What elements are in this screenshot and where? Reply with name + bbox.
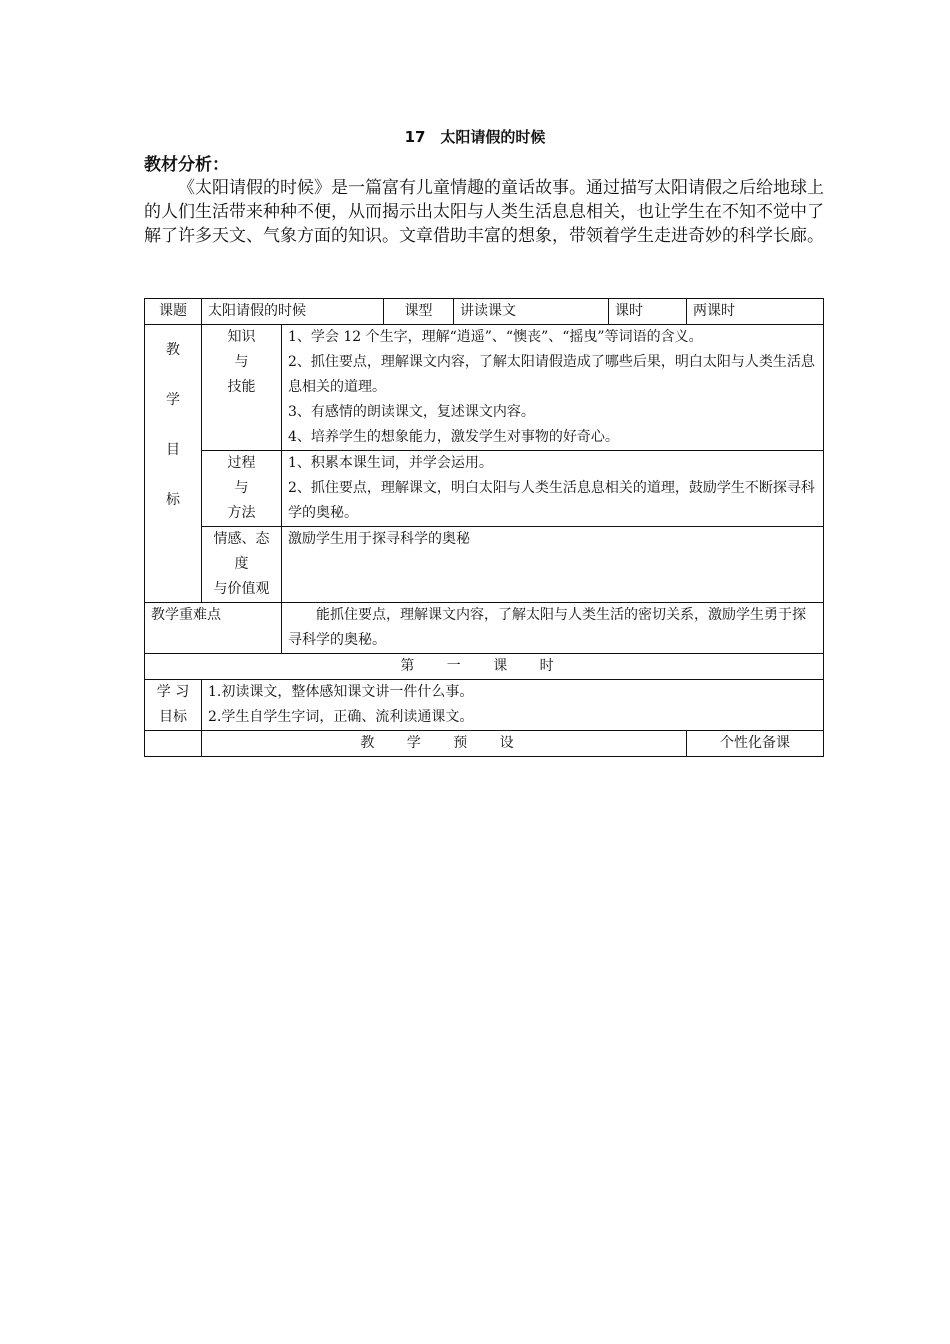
- process-items: [282, 451, 824, 527]
- hours-value: 两课时: [687, 299, 824, 325]
- process-label: [202, 451, 282, 527]
- process-label-line: 过程: [227, 455, 256, 471]
- key-points-row: [145, 603, 824, 654]
- header-row: [145, 299, 824, 325]
- knowledge-row: [145, 325, 824, 451]
- emotion-label-line: 情感、态: [213, 531, 270, 547]
- study-goal-item: 1.初读课文，整体感知课文讲一件什么事。: [208, 684, 474, 700]
- knowledge-label: [202, 325, 282, 451]
- teaching-goals-label: [145, 325, 202, 603]
- goals-char: 标: [166, 492, 180, 508]
- knowledge-item: 3、有感情的朗读课文，复述课文内容。: [288, 404, 535, 420]
- teaching-plan-label: 教 学 预 设: [202, 731, 687, 757]
- first-lesson-row: [145, 654, 824, 680]
- study-goal-item: 2.学生自学生字词，正确、流利读通课文。: [208, 709, 474, 725]
- analysis-body: 《太阳请假的时候》是一篇富有儿童情趣的童话故事。通过描写太阳请假之后给地球上的人们生活带来种种不便，从而揭示出太阳与人类生活息息相关，也让学生在不知不觉中了解了许多天文、气象方面的知识。文章借助丰富的想象，带领着学生走进奇妙的科学长廊。: [144, 178, 824, 246]
- knowledge-label-line: 技能: [227, 379, 256, 395]
- knowledge-label-line: 与: [234, 354, 249, 370]
- process-label-line: 方法: [227, 505, 256, 521]
- topic-label: 课题: [145, 299, 202, 325]
- knowledge-item: 4、培养学生的想象能力，激发学生对事物的好奇心。: [288, 429, 619, 445]
- hours-label: 课时: [609, 299, 687, 325]
- key-points-text: 能抓住要点，理解课文内容，了解太阳与人类生活的密切关系，激励学生勇于探寻科学的奥秘。: [282, 603, 824, 654]
- knowledge-label-line: 知识: [227, 329, 256, 345]
- process-row: [145, 451, 824, 527]
- study-goals-row: [145, 680, 824, 731]
- emotion-label-line: 度: [234, 556, 249, 572]
- first-lesson-heading: 第 一 课 时: [145, 654, 824, 680]
- topic-value: 太阳请假的时候: [202, 299, 384, 325]
- emotion-text: 激励学生用于探寻科学的奥秘: [282, 527, 824, 603]
- knowledge-item: 2、抓住要点，理解课文内容，了解太阳请假造成了哪些后果，明白太阳与人类生活息息相关的道理。: [288, 354, 815, 395]
- knowledge-item: 1、学会 12 个生字，理解“逍遥”、“懊丧”、“摇曳”等词语的含义。: [288, 329, 703, 345]
- key-points-label: 教学重难点: [145, 603, 282, 654]
- goals-char: 学: [166, 392, 180, 408]
- emotion-label-line: 与价值观: [213, 581, 270, 597]
- analysis-heading: 教材分析：: [144, 155, 229, 175]
- knowledge-items: [282, 325, 824, 451]
- study-goals-label-line: 目标: [159, 709, 187, 725]
- type-value: 讲读课文: [454, 299, 609, 325]
- lesson-plan-table: [144, 298, 824, 757]
- footer-row: [145, 731, 824, 757]
- emotion-label: [202, 527, 282, 603]
- process-label-line: 与: [234, 480, 249, 496]
- footer-blank: [145, 731, 202, 757]
- study-goals-label-line: 学 习: [156, 684, 190, 700]
- page-title: 17 太阳请假的时候: [404, 128, 546, 146]
- study-goals-items: [202, 680, 824, 731]
- emotion-row: [145, 527, 824, 603]
- process-item: 1、积累本课生词，并学会运用。: [288, 455, 493, 471]
- goals-char: 目: [166, 442, 180, 458]
- study-goals-label: [145, 680, 202, 731]
- process-item: 2、抓住要点，理解课文，明白太阳与人类生活息息相关的道理，鼓励学生不断探寻科学的奥秘。: [288, 480, 815, 521]
- goals-char: 教: [166, 342, 180, 358]
- personal-prep-label: 个性化备课: [687, 731, 824, 757]
- type-label: 课型: [384, 299, 454, 325]
